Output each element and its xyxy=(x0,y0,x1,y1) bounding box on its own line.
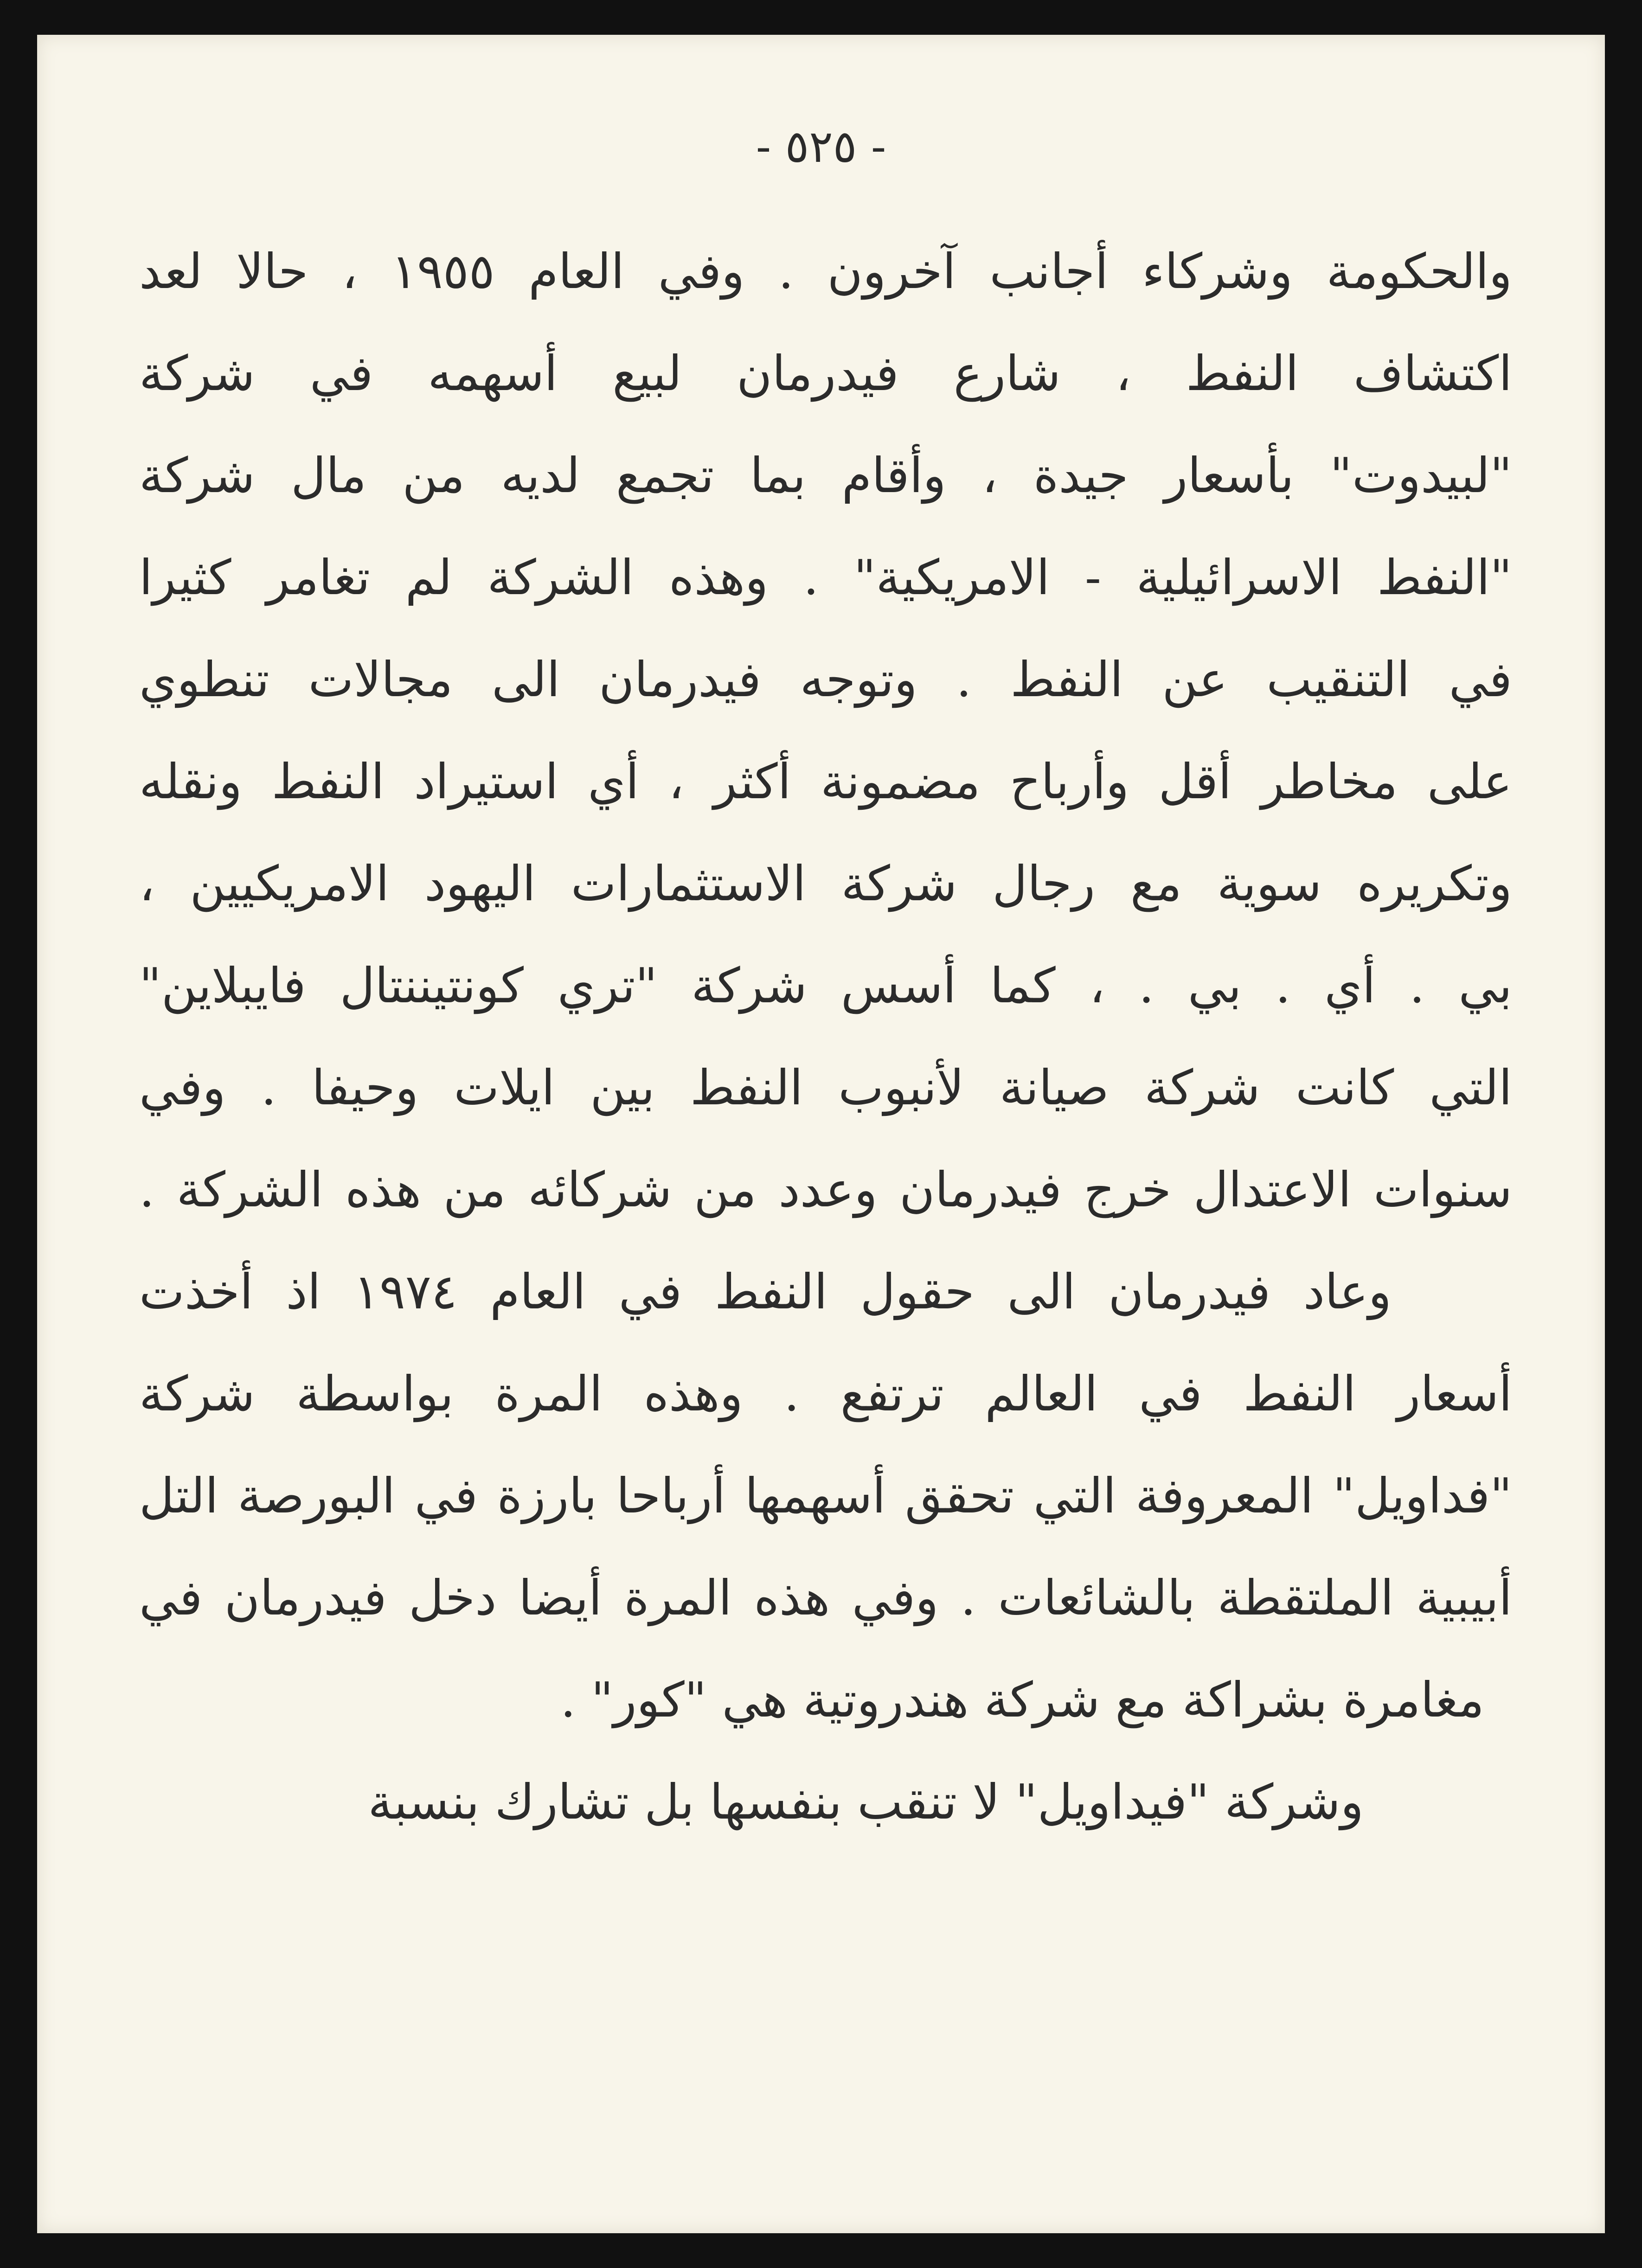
text-line-3: "لبيدوت" بأسعار جيدة ، وأقام بما تجمع لديه من مال شركة xyxy=(139,447,1512,504)
text-line-9: التي كانت شركة صيانة لأنبوب النفط بين ايلات وحيفا . وفي xyxy=(139,1059,1513,1116)
text-line-6: على مخاطر أقل وأرباح مضمونة أكثر ، أي استيراد النفط ونقله xyxy=(139,753,1513,810)
text-line-13: "فداويل" المعروفة التي تحقق أسهمها أرباحا بارزة في البورصة التل xyxy=(139,1467,1512,1524)
text-line-5: في التنقيب عن النفط . وتوجه فيدرمان الى مجالات تنطوي xyxy=(139,651,1512,708)
text-line-2: اكتشاف النفط ، شارع فيدرمان لبيع أسهمه في شركة xyxy=(139,345,1512,402)
text-line-1: والحكومة وشركاء أجانب آخرون . وفي العام ١٩٥٥ ، حالا لعد xyxy=(139,243,1513,300)
text-line-11: وعاد فيدرمان الى حقول النفط في العام ١٩٧٤ اذ أخذت xyxy=(139,1263,1392,1320)
text-line-8: بي . أي . بي . ، كما أسس شركة "تري كونتيننتال فايبلاين" xyxy=(139,957,1512,1014)
handwritten-text-block xyxy=(139,220,1513,1830)
text-line-15: مغامرة بشراكة مع شركة هندروتية هي "كور" . xyxy=(560,1672,1484,1728)
text-line-14: أبيبية الملتقطة بالشائعات . وفي هذه المرة أيضا دخل فيدرمان في xyxy=(139,1570,1512,1626)
text-line-10: سنوات الاعتدال خرج فيدرمان وعدد من شركائه من هذه الشركة . xyxy=(139,1161,1512,1218)
manuscript-page xyxy=(37,35,1605,2233)
text-line-12: أسعار النفط في العالم ترتفع . وهذه المرة بواسطة شركة xyxy=(139,1365,1512,1422)
text-line-4: "النفط الاسرائيلية - الامريكية" . وهذه الشركة لم تغامر كثيرا xyxy=(139,549,1512,606)
page-number: - ٥٢٥ - xyxy=(756,121,886,173)
text-line-7: وتكريره سوية مع رجال شركة الاستثمارات اليهود الامريكيين ، xyxy=(139,855,1512,912)
text-line-16: وشركة "فيداويل" لا تنقب بنفسها بل تشارك بنسبة xyxy=(368,1774,1364,1830)
